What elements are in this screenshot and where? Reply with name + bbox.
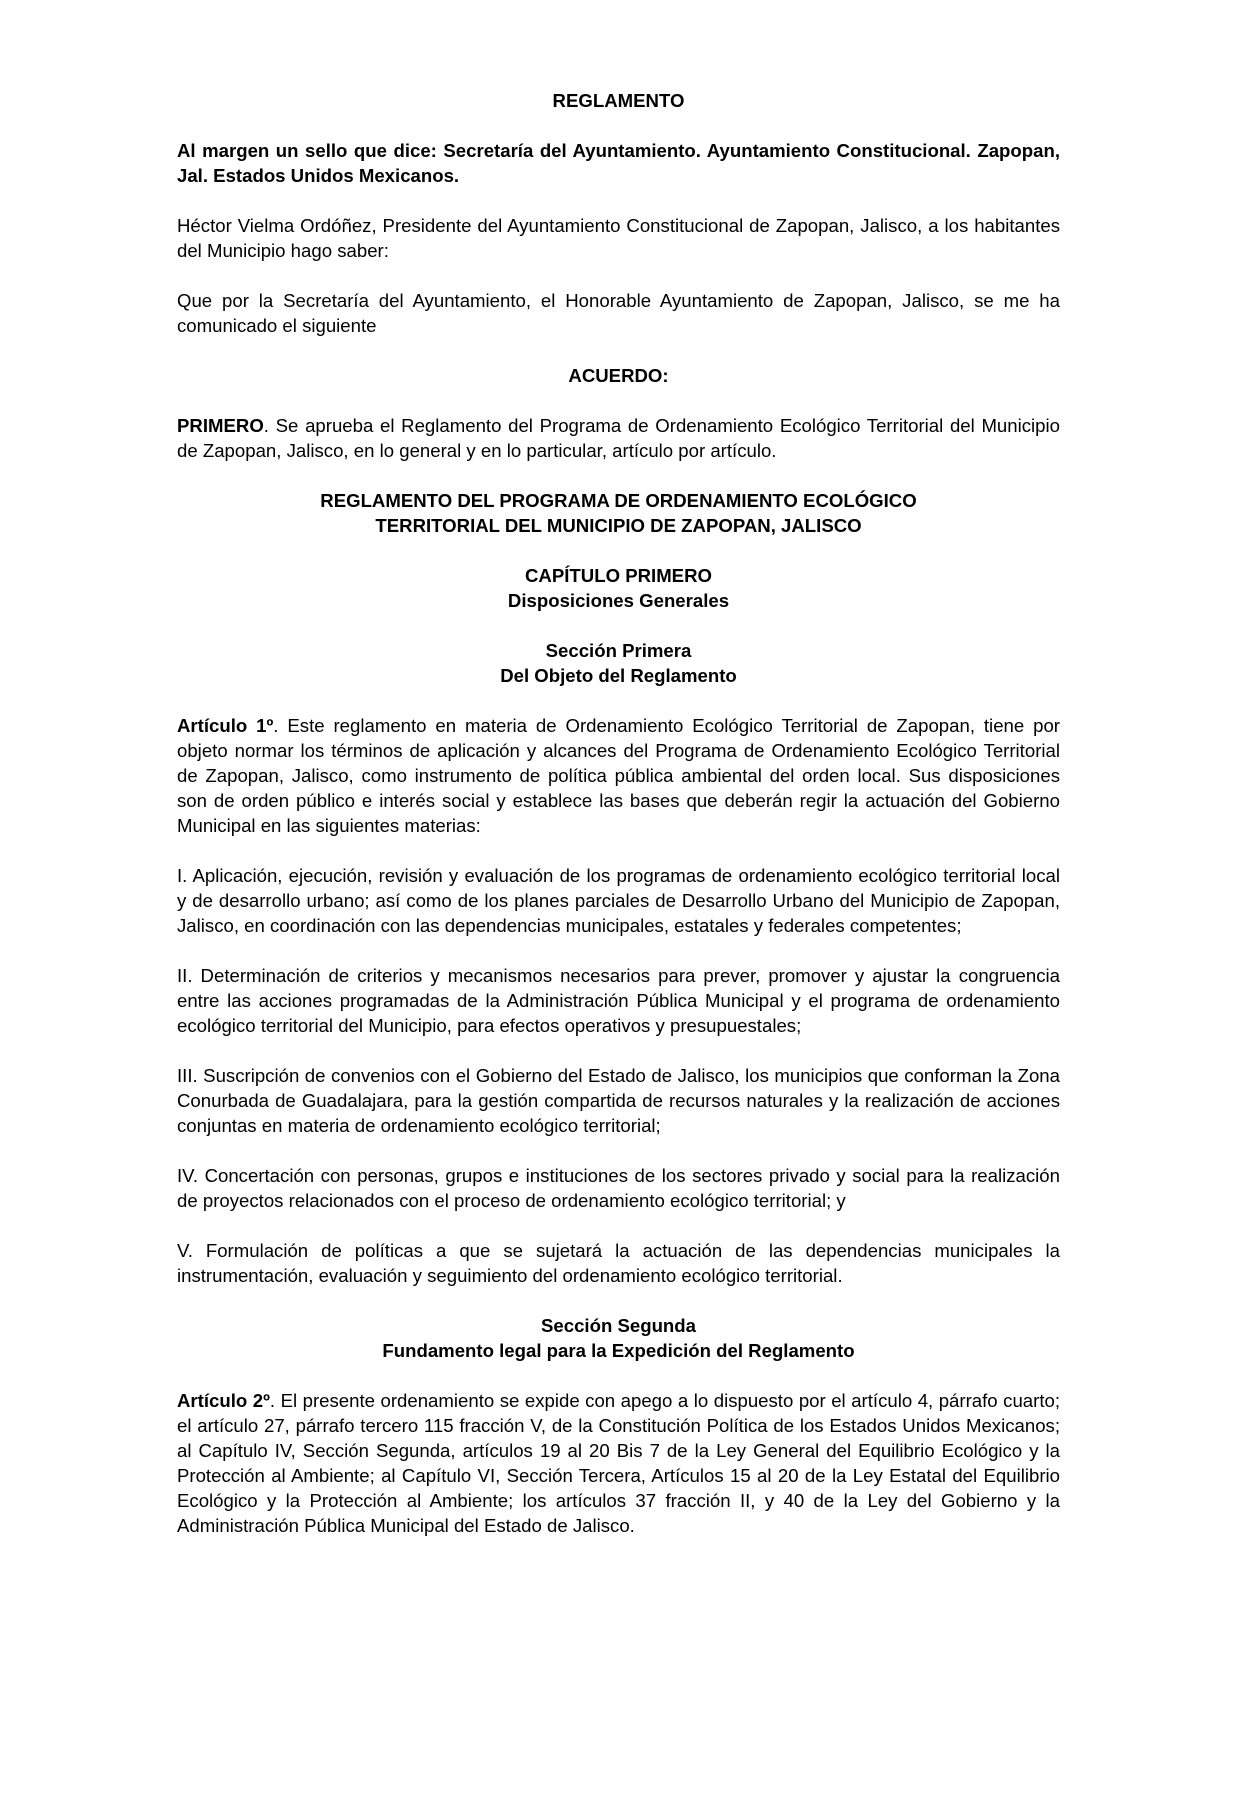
article-2-label: Artículo 2º [177,1390,270,1411]
article-1-text: . Este reglamento en materia de Ordenamiento Ecológico Territorial de Zapopan, tiene por objeto normar los términos de aplicación y alcances del Programa de Ordenamiento Ecológico Territorial de Zapopan, Jalisco, como instrumento de política pública ambiental del orden local. Sus disposiciones son de orden público e interés social y establece las bases que deberán regir la actuación del Gobierno Municipal en las siguientes materias: [177,715,1061,836]
article-2 [177,1388,1060,1538]
section-1-name: Del Objeto del Reglamento [500,665,737,686]
list-item-III: III. Suscripción de convenios con el Gobierno del Estado de Jalisco, los municipios que conforman la Zona Conurbada de Guadalajara, para la gestión compartida de recursos naturales y la realización de acciones conjuntas en materia de ordenamiento ecológico territorial; [177,1065,1060,1136]
section-1-number: Sección Primera [545,640,692,661]
list-item-II: II. Determinación de criterios y mecanismos necesarios para prever, promover y ajustar la congruencia entre las acciones programadas de la Administración Pública Municipal y el programa de ordenamiento ecológico territorial del Municipio, para efectos operativos y presupuestales; [177,965,1060,1036]
article-2-text: . El presente ordenamiento se expide con apego a lo dispuesto por el artículo 4, párrafo cuarto; el artículo 27, párrafo tercero 115 fracción V, de la Constitución Política de los Estados Unidos Mexicanos; al Capítulo IV, Sección Segunda, artículos 19 al 20 Bis 7 de la Ley General del Equilibrio Ecológico y la Protección al Ambiente; al Capítulo VI, Sección Tercera, Artículos 15 al 20 de la Ley Estatal del Equilibrio Ecológico y la Protección al Ambiente; los artículos 37 fracción II, y 40 de la Ley del Gobierno y la Administración Pública Municipal del Estado de Jalisco. [177,1390,1060,1536]
list-item-I: I. Aplicación, ejecución, revisión y evaluación de los programas de ordenamiento ecológico territorial local y de desarrollo urbano; así como de los planes parciales de Desarrollo Urbano del Municipio de Zapopan, Jalisco, en coordinación con las dependencias municipales, estatales y federales competentes; [177,865,1060,936]
document-title: REGLAMENTO [552,90,685,111]
section-2-name: Fundamento legal para la Expedición del Reglamento [382,1340,855,1361]
list-item-IV: IV. Concertación con personas, grupos e instituciones de los sectores privado y social para la realización de proyectos relacionados con el proceso de ordenamiento ecológico territorial; y [177,1165,1060,1211]
primero-label: PRIMERO [177,415,264,436]
reglamento-title-line-2: TERRITORIAL DEL MUNICIPIO DE ZAPOPAN, JALISCO [375,515,862,536]
section-1-heading [177,638,1060,688]
section-2-heading [177,1313,1060,1363]
article-1 [177,713,1060,838]
intro-paragraph-2: Que por la Secretaría del Ayuntamiento, el Honorable Ayuntamiento de Zapopan, Jalisco, se me ha comunicado el siguiente [177,290,1060,336]
document-page [177,88,1060,1538]
section-2-number: Sección Segunda [541,1315,696,1336]
article-1-label: Artículo 1º [177,715,274,736]
chapter-heading [177,563,1060,613]
acuerdo-heading: ACUERDO: [568,365,669,386]
seal-note: Al margen un sello que dice: Secretaría del Ayuntamiento. Ayuntamiento Constitucional. Zapopan, Jal. Estados Unidos Mexicanos. [177,140,1060,186]
reglamento-title [177,488,1060,538]
reglamento-title-line-1: REGLAMENTO DEL PROGRAMA DE ORDENAMIENTO ECOLÓGICO [320,490,917,511]
list-item-V: V. Formulación de políticas a que se sujetará la actuación de las dependencias municipales la instrumentación, evaluación y seguimiento del ordenamiento ecológico territorial. [177,1240,1060,1286]
chapter-number: CAPÍTULO PRIMERO [525,565,712,586]
intro-paragraph-1: Héctor Vielma Ordóñez, Presidente del Ayuntamiento Constitucional de Zapopan, Jalisco, a los habitantes del Municipio hago saber: [177,215,1060,261]
primero-text: . Se aprueba el Reglamento del Programa de Ordenamiento Ecológico Territorial del Municipio de Zapopan, Jalisco, en lo general y en lo particular, artículo por artículo. [177,415,1060,461]
chapter-name: Disposiciones Generales [507,590,730,611]
primero-paragraph [177,413,1060,463]
